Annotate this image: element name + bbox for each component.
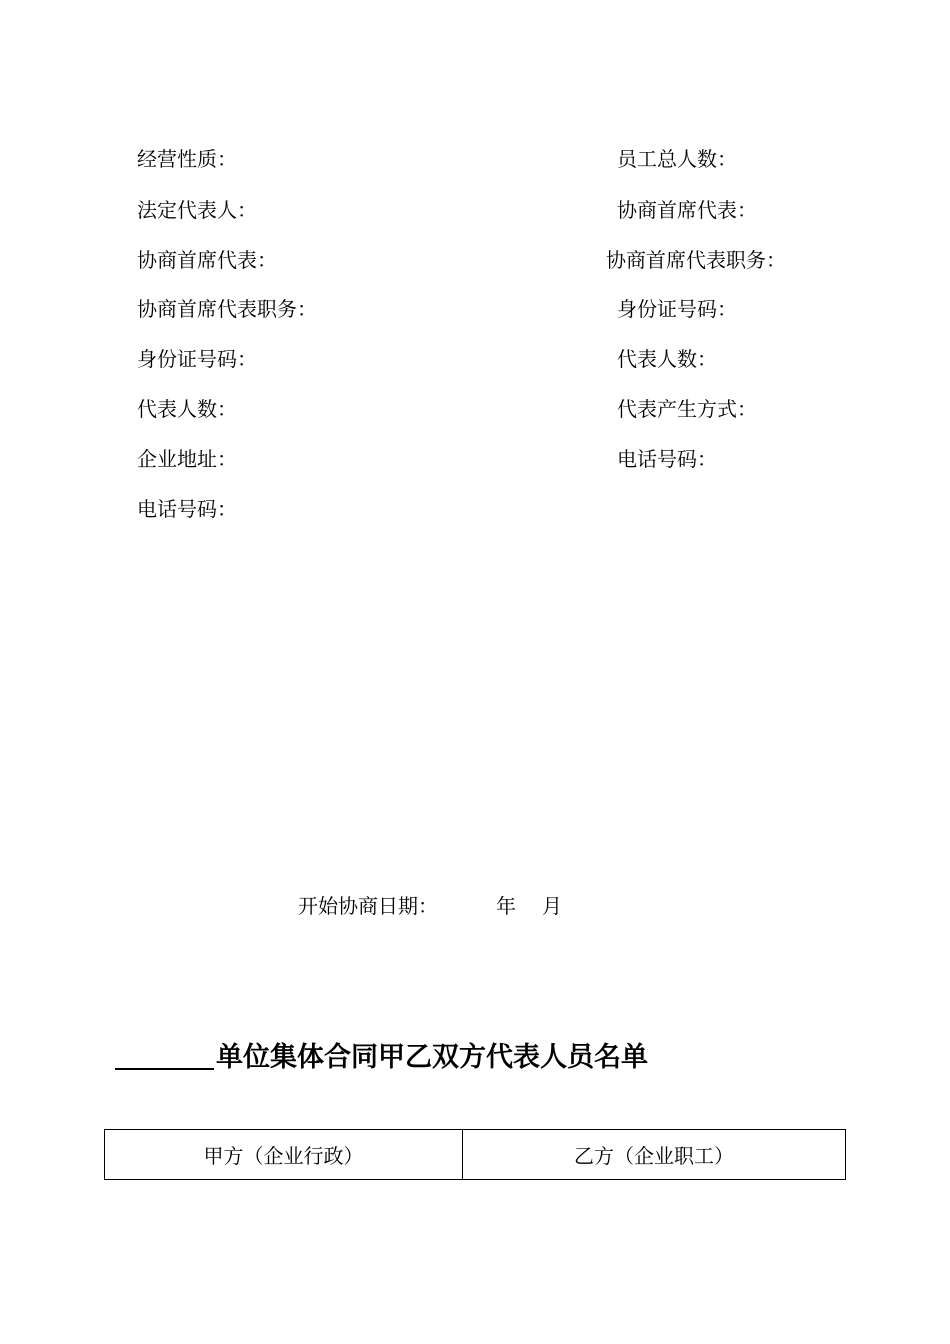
negotiation-start-date bbox=[298, 894, 562, 918]
field-total-employees: 员工总人数： bbox=[617, 147, 737, 171]
field-phone-b: 电话号码： bbox=[617, 447, 717, 471]
field-representative-selection-method: 代表产生方式： bbox=[617, 397, 757, 421]
field-id-number-b: 身份证号码： bbox=[617, 297, 737, 321]
field-id-number-a: 身份证号码： bbox=[137, 347, 257, 371]
field-company-address: 企业地址： bbox=[137, 447, 237, 471]
date-year: 年 bbox=[496, 894, 516, 918]
field-business-nature: 经营性质： bbox=[137, 147, 237, 171]
field-chief-negotiator-b: 协商首席代表： bbox=[617, 198, 757, 222]
field-legal-representative: 法定代表人： bbox=[137, 198, 257, 222]
field-chief-negotiator-position-b: 协商首席代表职务： bbox=[606, 248, 786, 272]
representatives-table bbox=[104, 1129, 846, 1180]
table-header-party-b: 乙方（企业职工） bbox=[574, 1144, 734, 1168]
list-title bbox=[115, 1038, 648, 1076]
list-title-text: 单位集体合同甲乙双方代表人员名单 bbox=[216, 1042, 648, 1073]
field-chief-negotiator-a: 协商首席代表： bbox=[137, 248, 277, 272]
field-phone-a: 电话号码： bbox=[137, 497, 237, 521]
field-representative-count-a: 代表人数： bbox=[137, 397, 237, 421]
unit-name-blank bbox=[115, 1038, 214, 1070]
date-label: 开始协商日期： bbox=[298, 894, 438, 918]
field-representative-count-b: 代表人数： bbox=[617, 347, 717, 371]
field-chief-negotiator-position-a: 协商首席代表职务： bbox=[137, 297, 317, 321]
date-month: 月 bbox=[542, 894, 562, 918]
table-header-party-a: 甲方（企业行政） bbox=[105, 1130, 463, 1179]
